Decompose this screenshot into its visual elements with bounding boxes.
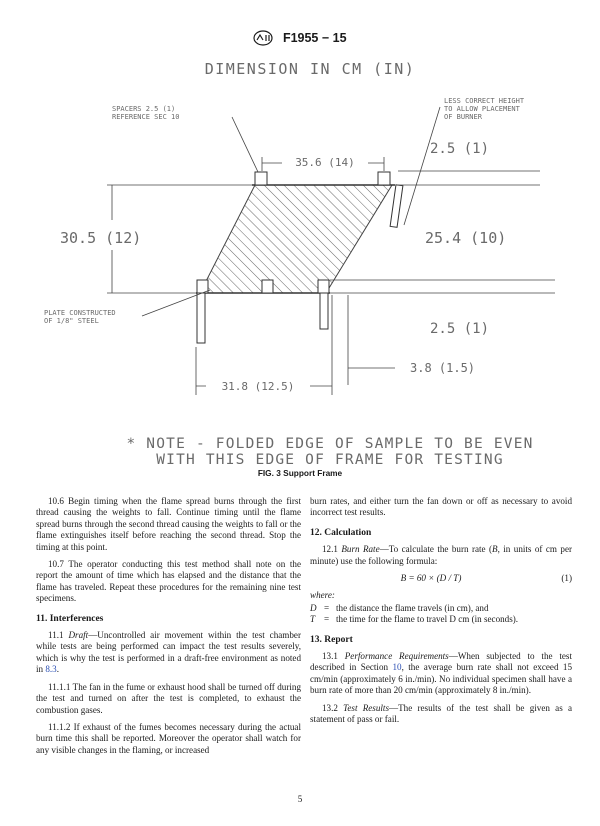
para-13-2: 13.2 Test Results—The results of the test shall be given as a statement of pass or fail. xyxy=(310,702,573,725)
dim-left-height: 30.5 (12) xyxy=(60,229,142,247)
section-link-10[interactable]: 10 xyxy=(392,662,402,673)
figure-caption: FIG. 3 Support Frame xyxy=(257,468,343,478)
para-11-1-2: 11.1.2 If exhaust of the fumes becomes necessary during the actual burn time this shall be reported. Moreover the operator shall watch for any visible changes in the flaming, or increased xyxy=(36,721,301,755)
where-label: where: xyxy=(310,590,335,601)
para-11-1-1: 11.1.1 The fan in the fume or exhaust hood shall be turned off during the test and turned on after the test is completed, to exhaust the combustion gases. xyxy=(36,681,301,715)
section-link-8-3[interactable]: 8.3 xyxy=(45,664,57,675)
hatched-plate xyxy=(200,185,392,293)
burn-rate-formula: B = 60 × (D / T) (1) xyxy=(400,573,572,584)
less-height-label-3: OF BURNER xyxy=(444,113,482,121)
support-frame-figure xyxy=(0,50,600,480)
astm-logo-icon xyxy=(253,30,273,46)
note-line-2: WITH THIS EDGE OF FRAME FOR TESTING xyxy=(156,452,504,468)
definition-d: D = the distance the flame travels (in cm), and xyxy=(310,602,489,613)
spacers-label-2: REFERENCE SEC 10 xyxy=(112,113,180,121)
para-12-1: 12.1 Burn Rate—To calculate the burn rate (B, in units of cm per minute) use the following formula: xyxy=(310,544,573,566)
para-13-1: 13.1 Performance Requirements—When subjected to the test described in Section 10, the average burn rate shall not exceed 15 cm/min (approximately 6 in./min). No individual specimen shall have a burn rate of more than 20 cm/min (approximately 8 in./min). xyxy=(310,651,573,696)
dim-right-bottom: 2.5 (1) xyxy=(430,321,490,337)
section-13-heading: 13. Report xyxy=(310,634,353,645)
section-12-heading: 12. Calculation xyxy=(310,527,372,538)
spacer-bottom-mid xyxy=(262,280,273,293)
equation-number: (1) xyxy=(561,573,572,584)
spacer-top-right xyxy=(378,172,390,185)
plate-label-1: PLATE CONSTRUCTED xyxy=(44,309,116,317)
spacer-bottom-right xyxy=(318,280,329,293)
spacers-label-1: SPACERS 2.5 (1) xyxy=(112,105,176,113)
para-10-6: 10.6 Begin timing when the flame spread burns through the first thread causing the weights to fall. Continue timing until the flame spread burns through the second thread causing the weights to fall or the flame extinguishes itself before reaching the second thread. Stop the timing at this point. xyxy=(36,496,301,552)
figure-title: DIMENSION IN CM (IN) xyxy=(204,60,416,78)
dim-bottom-right: 3.8 (1.5) xyxy=(410,361,476,375)
standard-designation: F1955 − 15 xyxy=(282,31,347,45)
page-header xyxy=(0,30,600,46)
plate-label-2: OF 1/8" STEEL xyxy=(44,317,99,325)
left-column xyxy=(36,496,301,756)
support-frame-drawing xyxy=(0,50,600,470)
less-height-label-2: TO ALLOW PLACEMENT xyxy=(444,105,520,113)
section-11-heading: 11. Interferences xyxy=(36,613,104,624)
para-10-7: 10.7 The operator conducting this test method shall note on the report the amount of time which has elapsed and the distance that the flame has traveled. Repeat these procedures for the remaining nine test specimens. xyxy=(36,559,301,604)
para-11-1: 11.1 Draft—Uncontrolled air movement within the test chamber while tests are being performed can impact the test results severely, which is why the test is performed in a draft-free environment as noted in 8.3. xyxy=(36,630,301,675)
right-column xyxy=(310,496,572,732)
dim-top-width: 35.6 (14) xyxy=(295,156,355,169)
page-number: 5 xyxy=(297,794,303,804)
dim-right-top: 2.5 (1) xyxy=(430,141,490,157)
note-line-1: * NOTE - FOLDED EDGE OF SAMPLE TO BE EVEN xyxy=(126,436,534,452)
dim-bottom-width: 31.8 (12.5) xyxy=(221,380,295,393)
para-continuation: burn rates, and either turn the fan down or off as necessary to avoid incorrect test results. xyxy=(310,496,572,518)
less-height-label-1: LESS CORRECT HEIGHT xyxy=(444,97,525,105)
dim-right-middle: 25.4 (10) xyxy=(425,229,507,247)
spacer-top-left xyxy=(255,172,267,185)
definition-t: T = the time for the flame to travel D cm (in seconds). xyxy=(310,614,519,625)
